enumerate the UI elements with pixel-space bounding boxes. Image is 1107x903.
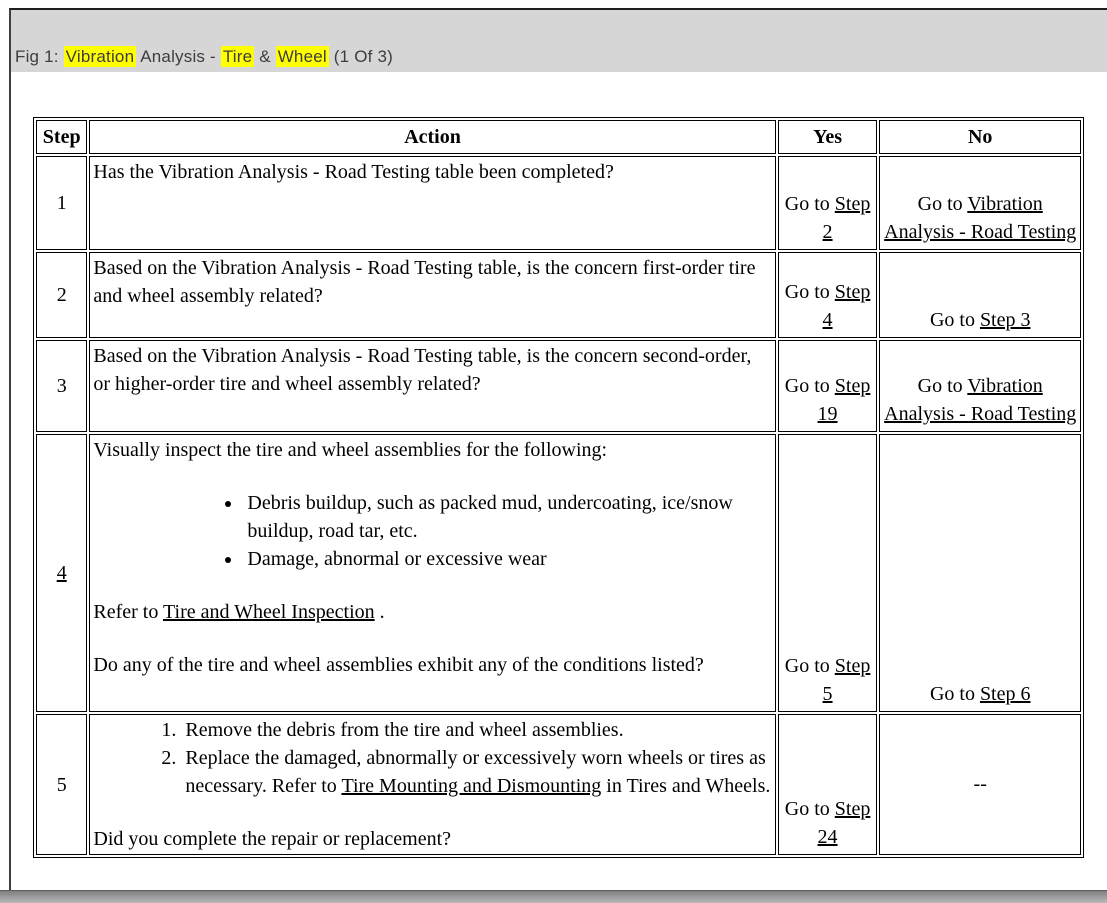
column-header-action: Action [89,120,775,154]
manual-viewer-window [9,8,1107,895]
repair-numbered-list [93,716,771,800]
figure-title-text: Fig 1: [15,47,64,66]
link-step-2[interactable]: Step 2 [822,193,871,243]
column-header-step: Step [36,120,87,154]
table-row [36,434,1081,712]
step-number: 1 [56,192,67,214]
item-text: Replace the damaged, abnormally or excessively worn wheels or tires as necessary. Refer to [185,747,766,797]
search-highlight: Tire [222,47,253,66]
go-to-text: Go to [784,375,830,397]
action-cell [89,340,775,432]
yes-cell [778,340,878,432]
table-row [36,156,1081,250]
not-applicable-dashes: -- [973,772,987,795]
step-number: 2 [56,284,67,306]
table-row [36,252,1081,338]
numbered-item [181,744,771,800]
table-header-row [36,120,1081,154]
action-cell [89,714,775,855]
link-tire-mounting-and-dismounting[interactable]: Tire Mounting and Dismounting [341,775,602,797]
link-step-19[interactable]: Step 19 [817,375,871,425]
link-step-5[interactable]: Step 5 [822,655,871,705]
figure-title [15,47,393,67]
action-cell [89,434,775,712]
link-step-3[interactable]: Step 3 [979,309,1031,331]
step-cell [36,340,87,432]
figure-title-text: (1 Of 3) [328,47,394,66]
go-to-text: Go to [784,655,830,677]
no-cell [879,156,1081,250]
no-cell [879,340,1081,432]
step-cell [36,714,87,855]
table-row [36,340,1081,432]
action-question: Did you complete the repair or replacement? [93,828,452,850]
go-to-text: Go to [784,193,830,215]
step-cell [36,252,87,338]
inspection-bullet-list [93,489,771,573]
window-bottom-edge [0,890,1107,903]
go-to-text: Go to [917,193,963,215]
figure-title-text: & [254,47,276,66]
link-step-anchor-4[interactable]: 4 [56,562,67,584]
document-area [11,72,1107,858]
no-cell [879,434,1081,712]
step-number: 5 [56,773,67,796]
action-question: Do any of the tire and wheel assemblies exhibit any of the conditions listed? [93,654,704,676]
go-to-text: Go to [784,281,830,303]
step-number: 3 [56,375,67,397]
go-to-text: Go to [929,309,975,331]
refer-suffix: . [374,601,385,623]
item-text: in Tires and Wheels. [601,775,771,797]
step-cell [36,434,87,712]
go-to-text: Go to [784,798,830,820]
no-cell [879,252,1081,338]
action-cell [89,156,775,250]
link-tire-and-wheel-inspection[interactable]: Tire and Wheel Inspection [163,601,375,623]
action-cell [89,252,775,338]
action-text: Has the Vibration Analysis - Road Testing table been completed? [93,161,614,183]
go-to-text: Go to [929,683,975,705]
action-text: Visually inspect the tire and wheel assemblies for the following: [93,439,608,461]
yes-cell [778,434,878,712]
action-text: Based on the Vibration Analysis - Road Testing table, is the concern first-order tire and wheel assembly related? [93,257,756,307]
search-highlight: Wheel [277,47,327,66]
link-step-6[interactable]: Step 6 [979,683,1031,705]
yes-cell [778,252,878,338]
column-header-yes: Yes [778,120,878,154]
action-text: Based on the Vibration Analysis - Road Testing table, is the concern second-order, or higher-order tire and wheel assembly related? [93,345,752,395]
link-step-4[interactable]: Step 4 [822,281,871,331]
figure-caption-bar [11,10,1107,72]
yes-cell [778,156,878,250]
numbered-item: 1. Remove the debris from the tire and wheel assemblies. [181,716,771,744]
yes-cell [778,714,878,855]
link-vibration-analysis-road-testing[interactable]: Vibration Analysis - Road Testing [884,375,1077,425]
figure-title-text: Analysis - [136,47,221,66]
link-step-24[interactable]: Step 24 [817,798,871,848]
column-header-no: No [879,120,1081,154]
search-highlight: Vibration [65,47,135,66]
refer-text: Refer to [93,601,163,623]
table-row [36,714,1081,855]
bullet-item: • Damage, abnormal or excessive wear [243,545,771,573]
step-cell [36,156,87,250]
link-vibration-analysis-road-testing[interactable]: Vibration Analysis - Road Testing [884,193,1077,243]
refer-line [93,598,771,626]
no-cell [879,714,1081,855]
troubleshooting-table [33,117,1084,858]
go-to-text: Go to [917,375,963,397]
bullet-item: • Debris buildup, such as packed mud, undercoating, ice/snow buildup, road tar, etc. [243,489,771,545]
